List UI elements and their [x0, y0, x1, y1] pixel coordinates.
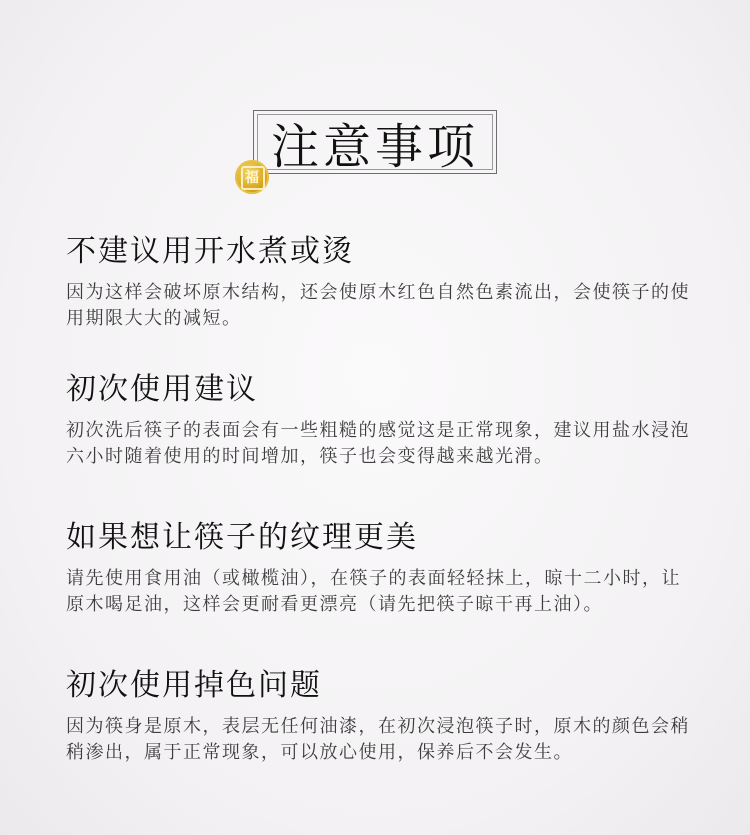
notice-section-grain-care [66, 520, 696, 618]
seal-medallion-icon [235, 160, 269, 194]
section-body: 因为这样会破坏原木结构，还会使原木红色自然色素流出，会使筷子的使用期限大大的减短。 [66, 282, 690, 329]
page-title: 注意事项 [270, 118, 479, 175]
section-body: 因为筷身是原木，表层无任何油漆，在初次浸泡筷子时，原木的颜色会稍稍渗出，属于正常现象，可以放心使用，保养后不会发生。 [66, 716, 690, 763]
section-heading: 初次使用建议 [66, 372, 258, 407]
seal-glyph: 福 [245, 170, 259, 186]
section-heading: 如果想让筷子的纹理更美 [66, 520, 418, 555]
section-heading: 不建议用开水煮或烫 [66, 234, 354, 269]
notice-section-color-fading [66, 668, 696, 766]
section-body: 初次洗后筷子的表面会有一些粗糙的感觉这是正常现象，建议用盐水浸泡六小时随着使用的时间增加，筷子也会变得越来越光滑。 [66, 420, 690, 467]
section-body: 请先使用食用油（或橄榄油），在筷子的表面轻轻抹上，晾十二小时，让原木喝足油，这样会更耐看更漂亮（请先把筷子晾干再上油）。 [66, 568, 681, 615]
section-heading: 初次使用掉色问题 [66, 668, 322, 703]
notice-section-first-use [66, 372, 696, 470]
notice-section-boiling [66, 234, 696, 332]
title-frame [253, 110, 497, 174]
